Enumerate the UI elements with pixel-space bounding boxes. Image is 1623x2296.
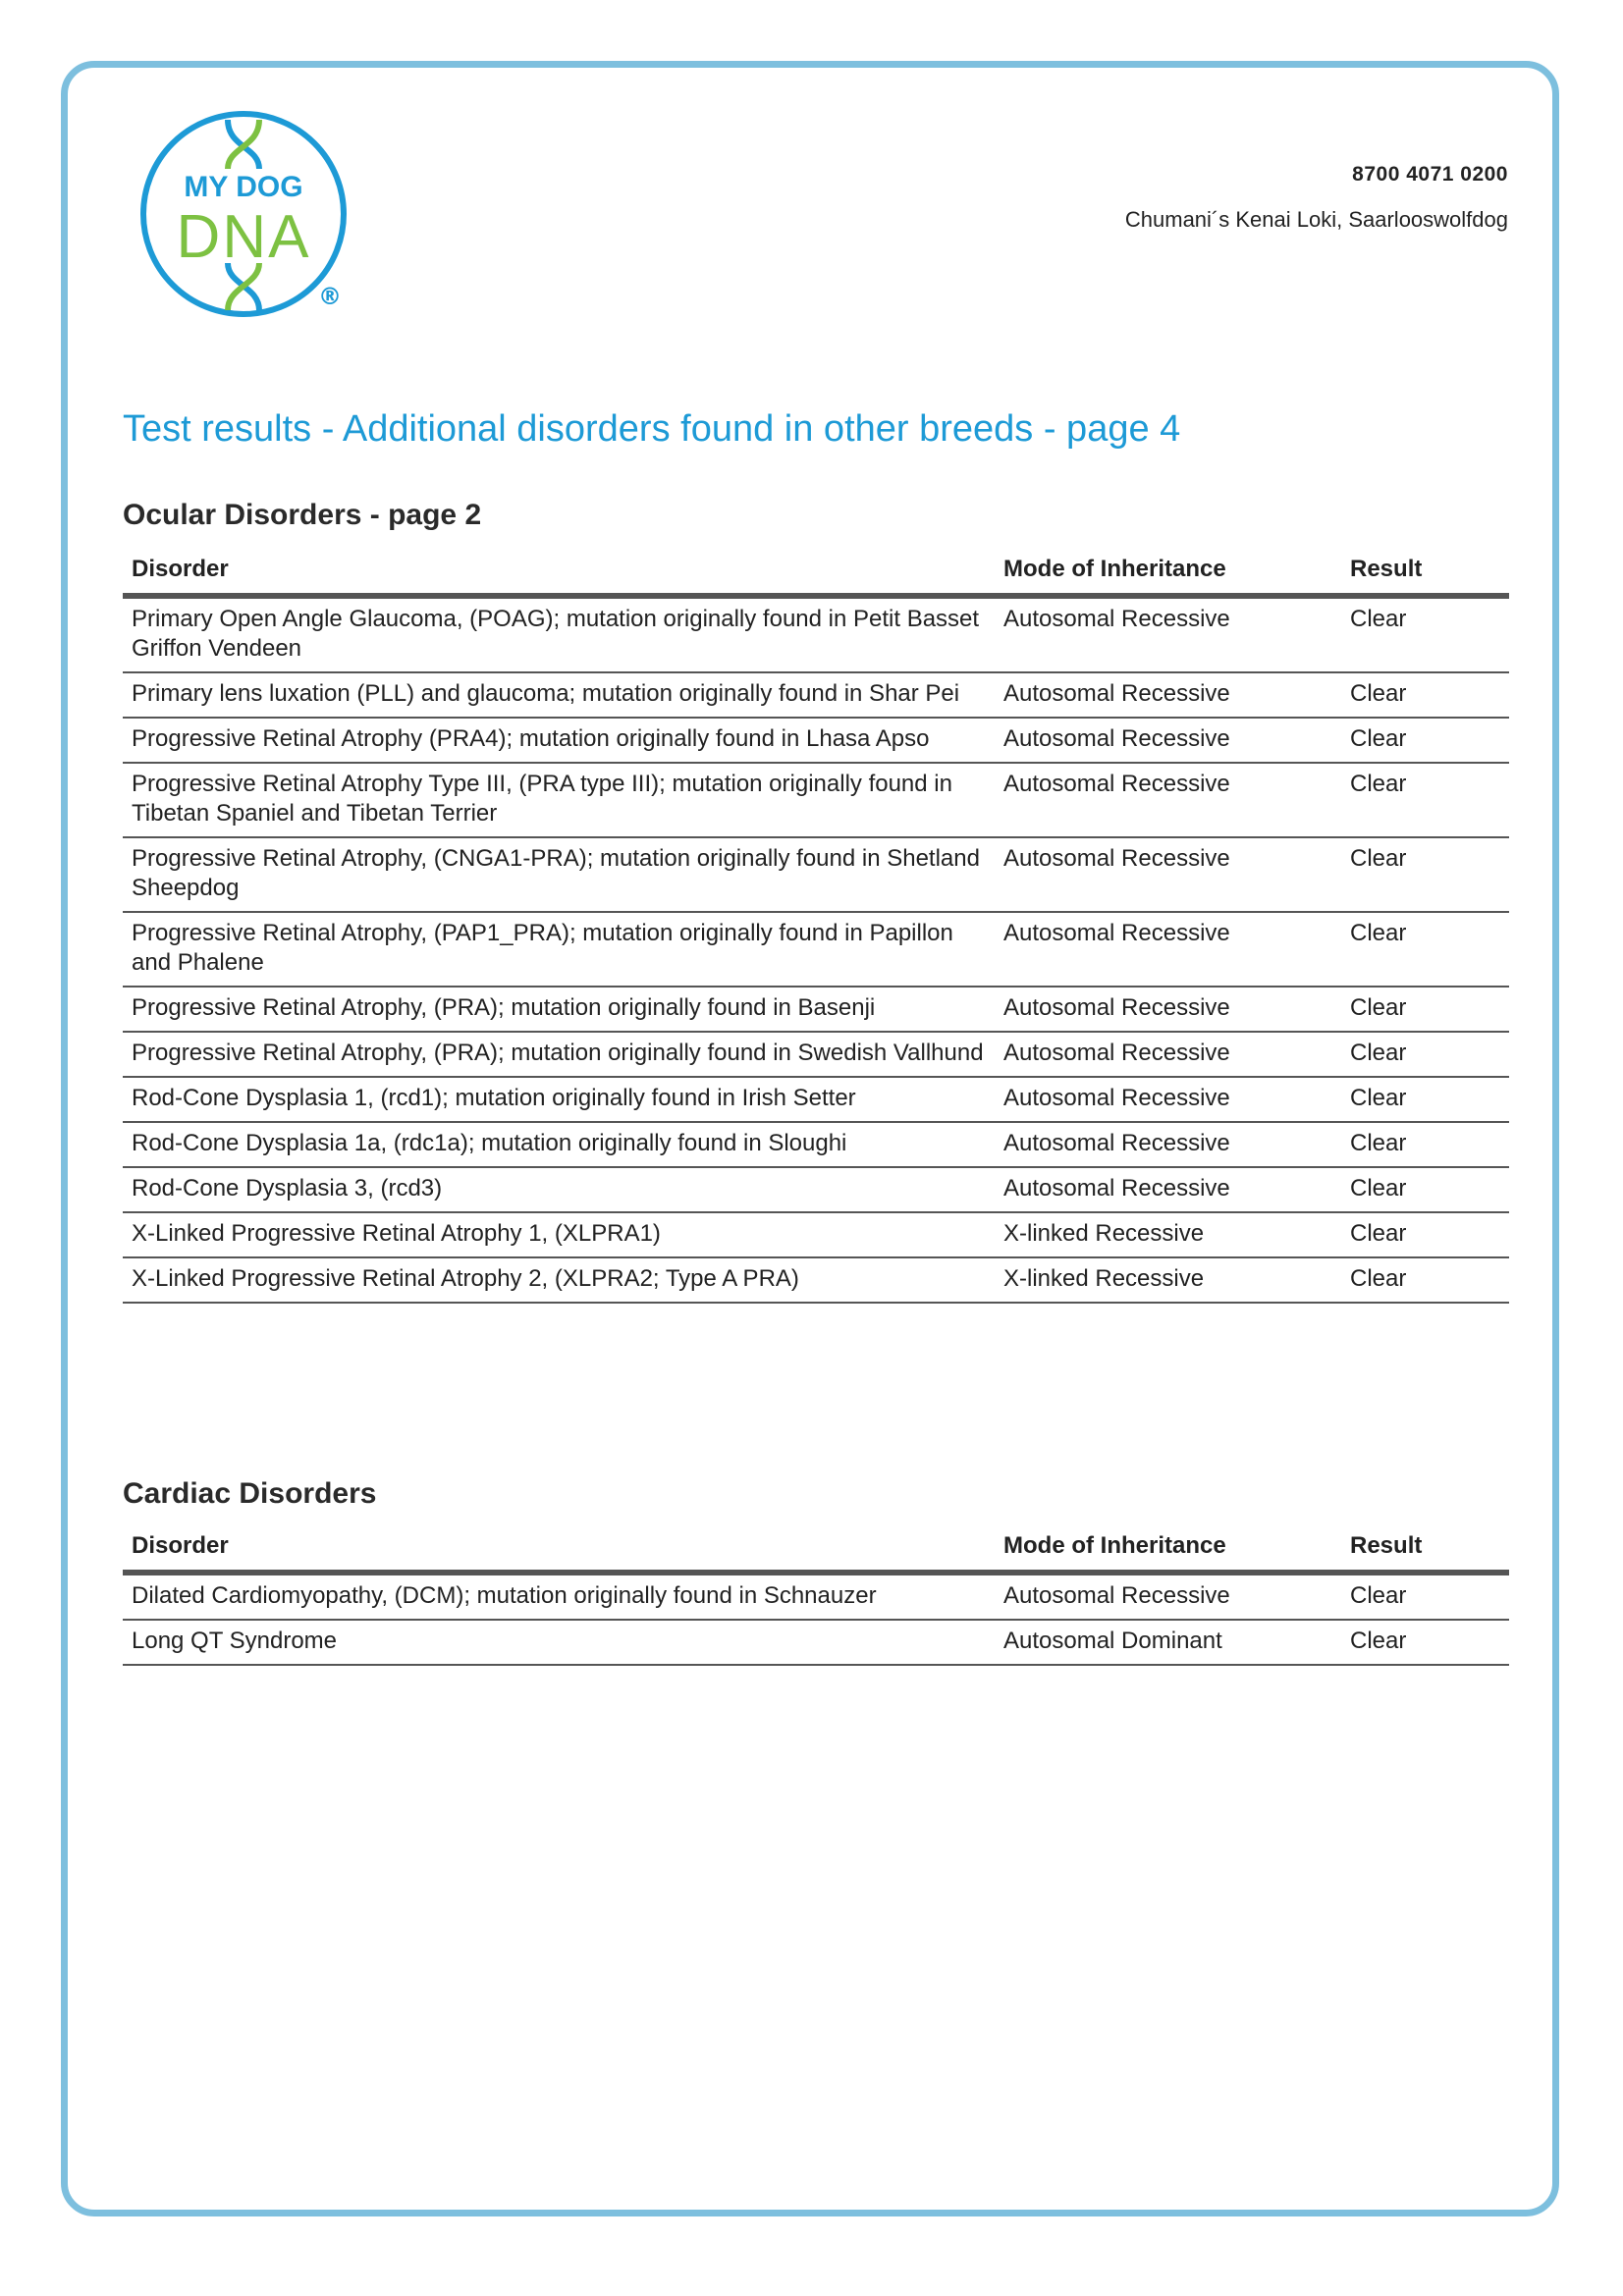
table-row bbox=[123, 1620, 1509, 1665]
result-cell: Clear bbox=[1341, 987, 1509, 1032]
sample-id: 8700 4071 0200 bbox=[1352, 163, 1508, 186]
column-header-result: Result bbox=[1341, 550, 1509, 596]
inheritance-cell: Autosomal Recessive bbox=[995, 718, 1341, 763]
table-row bbox=[123, 1212, 1509, 1257]
inheritance-cell: Autosomal Recessive bbox=[995, 1167, 1341, 1212]
result-cell: Clear bbox=[1341, 837, 1509, 912]
result-cell: Clear bbox=[1341, 763, 1509, 837]
result-cell: Clear bbox=[1341, 912, 1509, 987]
table-row bbox=[123, 1167, 1509, 1212]
column-header-disorder: Disorder bbox=[123, 1526, 995, 1573]
disorder-cell: Rod-Cone Dysplasia 1a, (rdc1a); mutation originally found in Sloughi bbox=[123, 1122, 995, 1167]
table-row bbox=[123, 837, 1509, 912]
inheritance-cell: Autosomal Recessive bbox=[995, 1573, 1341, 1620]
result-cell: Clear bbox=[1341, 1620, 1509, 1665]
column-header-result: Result bbox=[1341, 1526, 1509, 1573]
disorder-cell: Progressive Retinal Atrophy (PRA4); mutation originally found in Lhasa Apso bbox=[123, 718, 995, 763]
result-cell: Clear bbox=[1341, 596, 1509, 672]
inheritance-cell: Autosomal Recessive bbox=[995, 1077, 1341, 1122]
inheritance-cell: Autosomal Recessive bbox=[995, 763, 1341, 837]
disorder-cell: Primary Open Angle Glaucoma, (POAG); mutation originally found in Petit Basset Griffon Vendeen bbox=[123, 596, 995, 672]
table-row bbox=[123, 1077, 1509, 1122]
result-cell: Clear bbox=[1341, 1573, 1509, 1620]
inheritance-cell: Autosomal Recessive bbox=[995, 596, 1341, 672]
cardiac-disorders-table bbox=[123, 1526, 1509, 1666]
inheritance-cell: X-linked Recessive bbox=[995, 1212, 1341, 1257]
inheritance-cell: Autosomal Recessive bbox=[995, 912, 1341, 987]
table-row bbox=[123, 1257, 1509, 1303]
table-row bbox=[123, 1122, 1509, 1167]
result-cell: Clear bbox=[1341, 672, 1509, 718]
table-row bbox=[123, 987, 1509, 1032]
column-header-mode: Mode of Inheritance bbox=[995, 1526, 1341, 1573]
ocular-disorders-table bbox=[123, 550, 1509, 1304]
table-row bbox=[123, 1032, 1509, 1077]
disorder-cell: X-Linked Progressive Retinal Atrophy 1, (XLPRA1) bbox=[123, 1212, 995, 1257]
disorder-cell: Progressive Retinal Atrophy, (PRA); mutation originally found in Basenji bbox=[123, 987, 995, 1032]
ocular-section-title: Ocular Disorders - page 2 bbox=[123, 499, 482, 531]
inheritance-cell: Autosomal Recessive bbox=[995, 837, 1341, 912]
result-cell: Clear bbox=[1341, 1122, 1509, 1167]
table-row bbox=[123, 596, 1509, 672]
logo-text-my-dog: MY DOG bbox=[184, 171, 303, 203]
my-dog-dna-logo bbox=[137, 108, 355, 326]
dog-name-breed: Chumani´s Kenai Loki, Saarlooswolfdog bbox=[1124, 207, 1508, 232]
inheritance-cell: Autosomal Recessive bbox=[995, 987, 1341, 1032]
column-header-mode: Mode of Inheritance bbox=[995, 550, 1341, 596]
table-header-row bbox=[123, 550, 1509, 596]
disorder-cell: Rod-Cone Dysplasia 1, (rcd1); mutation originally found in Irish Setter bbox=[123, 1077, 995, 1122]
logo-text-dna: DNA bbox=[176, 203, 311, 271]
disorder-cell: X-Linked Progressive Retinal Atrophy 2, (XLPRA2; Type A PRA) bbox=[123, 1257, 995, 1303]
result-cell: Clear bbox=[1341, 1212, 1509, 1257]
disorder-cell: Dilated Cardiomyopathy, (DCM); mutation originally found in Schnauzer bbox=[123, 1573, 995, 1620]
disorder-cell: Long QT Syndrome bbox=[123, 1620, 995, 1665]
inheritance-cell: Autosomal Recessive bbox=[995, 672, 1341, 718]
table-row bbox=[123, 672, 1509, 718]
disorder-cell: Progressive Retinal Atrophy, (PRA); mutation originally found in Swedish Vallhund bbox=[123, 1032, 995, 1077]
table-row bbox=[123, 718, 1509, 763]
result-cell: Clear bbox=[1341, 1032, 1509, 1077]
result-cell: Clear bbox=[1341, 1077, 1509, 1122]
column-header-disorder: Disorder bbox=[123, 550, 995, 596]
disorder-cell: Progressive Retinal Atrophy, (CNGA1-PRA); mutation originally found in Shetland Sheepdog bbox=[123, 837, 995, 912]
page-title: Test results - Additional disorders found in other breeds - page 4 bbox=[123, 408, 1181, 450]
disorder-cell: Primary lens luxation (PLL) and glaucoma; mutation originally found in Shar Pei bbox=[123, 672, 995, 718]
table-header-row bbox=[123, 1526, 1509, 1573]
table-row bbox=[123, 763, 1509, 837]
table-row bbox=[123, 912, 1509, 987]
inheritance-cell: X-linked Recessive bbox=[995, 1257, 1341, 1303]
result-cell: Clear bbox=[1341, 1257, 1509, 1303]
disorder-cell: Progressive Retinal Atrophy, (PAP1_PRA); mutation originally found in Papillon and Phalene bbox=[123, 912, 995, 987]
inheritance-cell: Autosomal Dominant bbox=[995, 1620, 1341, 1665]
inheritance-cell: Autosomal Recessive bbox=[995, 1122, 1341, 1167]
table-row bbox=[123, 1573, 1509, 1620]
disorder-cell: Progressive Retinal Atrophy Type III, (PRA type III); mutation originally found in Tibetan Spaniel and Tibetan Terrier bbox=[123, 763, 995, 837]
registered-mark-icon: ® bbox=[318, 283, 342, 310]
inheritance-cell: Autosomal Recessive bbox=[995, 1032, 1341, 1077]
cardiac-section-title: Cardiac Disorders bbox=[123, 1477, 377, 1510]
result-cell: Clear bbox=[1341, 718, 1509, 763]
result-cell: Clear bbox=[1341, 1167, 1509, 1212]
disorder-cell: Rod-Cone Dysplasia 3, (rcd3) bbox=[123, 1167, 995, 1212]
